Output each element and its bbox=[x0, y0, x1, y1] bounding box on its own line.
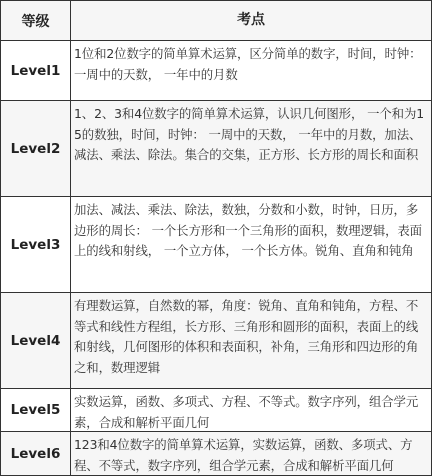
topic-description: 123和4位数字的简单算术运算，实数运算，函数、多项式、方程、不等式，数字序列，组合学元素，合成和解析平面几何 bbox=[74, 437, 413, 473]
header-level: 等级 bbox=[1, 1, 71, 40]
topic-description: 实数运算，函数、多项式、方程、不等式。数字序列，组合学元素，合成和解析平面几何 bbox=[74, 394, 419, 430]
topic-description: 有理数运算，自然数的幂，角度：锐角、直角和钝角，方程、不等式和线性方程组，长方形、三角形和圆形的面积，表面上的线和射线，几何图形的体积和表面积，补角，三角形和四边形的角之和，数理逻辑 bbox=[74, 298, 419, 375]
level-label: Level6 bbox=[1, 432, 71, 475]
table-row bbox=[1, 100, 431, 196]
topic-description: 1、2、3和4位数字的简单算术运算，认识几何图形， 一个和为15的数独，时间，时钟： 一周中的天数， 一年中的月数，加法、减法、乘法、除法。集合的交集，正方形、长方形的周长和面积 bbox=[74, 106, 425, 162]
level-label: Level1 bbox=[1, 41, 71, 100]
topic-description: 1位和2位数字的简单算术运算，区分简单的数字，时间，时钟： 一周中的天数， 一年中的月数 bbox=[74, 46, 422, 82]
header-topics: 考点 bbox=[237, 12, 265, 29]
level-label: Level4 bbox=[1, 293, 71, 388]
table-row bbox=[1, 40, 431, 100]
table-row bbox=[1, 292, 431, 388]
table-header-row bbox=[1, 1, 431, 40]
table-row bbox=[1, 431, 431, 475]
level-label: Level2 bbox=[1, 101, 71, 196]
level-label: Level3 bbox=[1, 197, 71, 292]
table-row bbox=[1, 388, 431, 431]
level-label: Level5 bbox=[1, 389, 71, 431]
topic-description: 加法、减法、乘法、除法，数独，分数和小数，时钟，日历，多边形的周长： 一个长方形和一个三角形的面积，数理逻辑，表面上的线和射线， 一个立方体， 一个长方体。锐角、直角和钝角 bbox=[74, 202, 422, 258]
table-row bbox=[1, 196, 431, 292]
